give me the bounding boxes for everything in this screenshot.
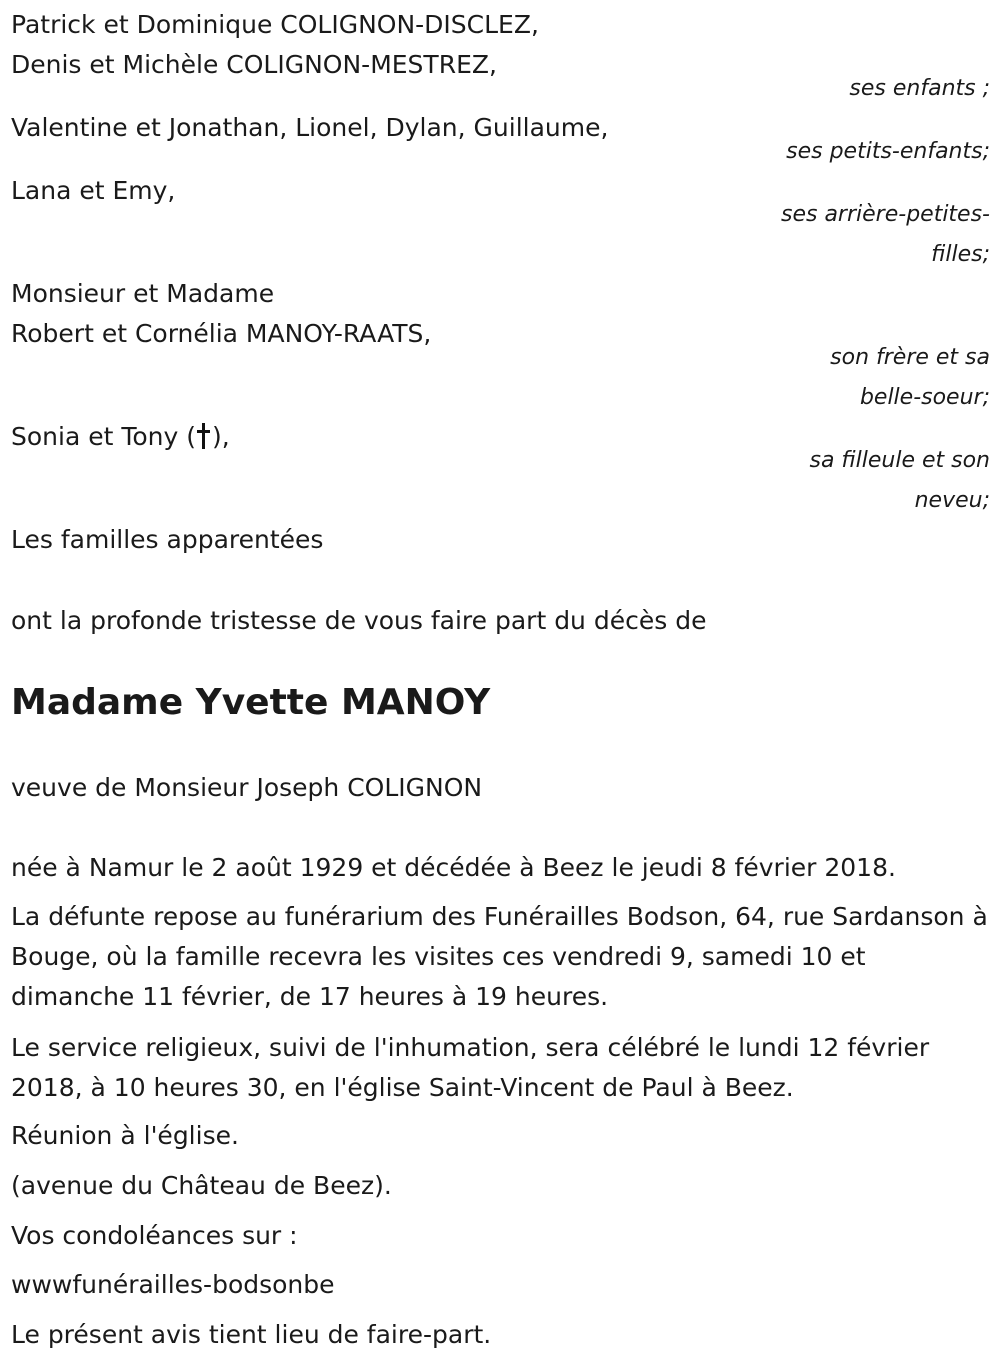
great-grandchildren-line: Lana et Emy, (11, 176, 176, 205)
notice-line: Le présent avis tient lieu de faire-part. (11, 1320, 492, 1349)
condolences-line: Vos condoléances sur : (11, 1221, 298, 1250)
great-grandchildren-role-1: ses arrière-petites- (781, 202, 990, 227)
birth-death: née à Namur le 2 août 1929 et décédée à Beez le jeudi 8 février 2018. (11, 853, 896, 882)
service-paragraph: Le service religieux, suivi de l'inhumation, sera célébré le lundi 12 février 2018, à 10 heures 30, en l'église Saint-Vincent de Paul à Beez. (11, 1033, 930, 1102)
brother-role-2: belle-soeur; (859, 385, 990, 410)
brother-line-2: Robert et Cornélia MANOY-RAATS, (11, 319, 432, 348)
address-line: (avenue du Château de Beez). (11, 1171, 392, 1200)
widow-of: veuve de Monsieur Joseph COLIGNON (11, 773, 483, 802)
cross-icon (197, 423, 211, 449)
children-line-2: Denis et Michèle COLIGNON-MESTREZ, (11, 50, 497, 79)
great-grandchildren-role-2: filles; (931, 242, 990, 267)
related-families: Les familles apparentées (11, 525, 324, 554)
goddaughter-role-1: sa filleule et son (809, 448, 990, 473)
visitation-paragraph: La défunte repose au funérarium des Funérailles Bodson, 64, rue Sardanson à Bouge, où la famille recevra les visites ces vendredi 9, samedi 10 et dimanche 11 février, de 17 heures à 19 heures. (11, 902, 988, 1011)
goddaughter-suffix: ), (212, 422, 230, 451)
meeting-line: Réunion à l'église. (11, 1121, 239, 1150)
goddaughter-prefix: Sonia et Tony ( (11, 422, 197, 451)
grandchildren-role: ses petits-enfants; (786, 139, 990, 164)
announcement: ont la profonde tristesse de vous faire part du décès de (11, 606, 707, 635)
children-role: ses enfants ; (849, 76, 990, 101)
brother-role-1: son frère et sa (830, 345, 990, 370)
children-line-1: Patrick et Dominique COLIGNON-DISCLEZ, (11, 10, 539, 39)
goddaughter-line (11, 417, 230, 457)
brother-line-1: Monsieur et Madame (11, 279, 275, 308)
goddaughter-role-2: neveu; (914, 488, 990, 513)
grandchildren-line: Valentine et Jonathan, Lionel, Dylan, Guillaume, (11, 113, 609, 142)
deceased-name: Madame Yvette MANOY (11, 682, 491, 723)
website-link[interactable]: wwwfunérailles-bodsonbe (11, 1270, 335, 1299)
